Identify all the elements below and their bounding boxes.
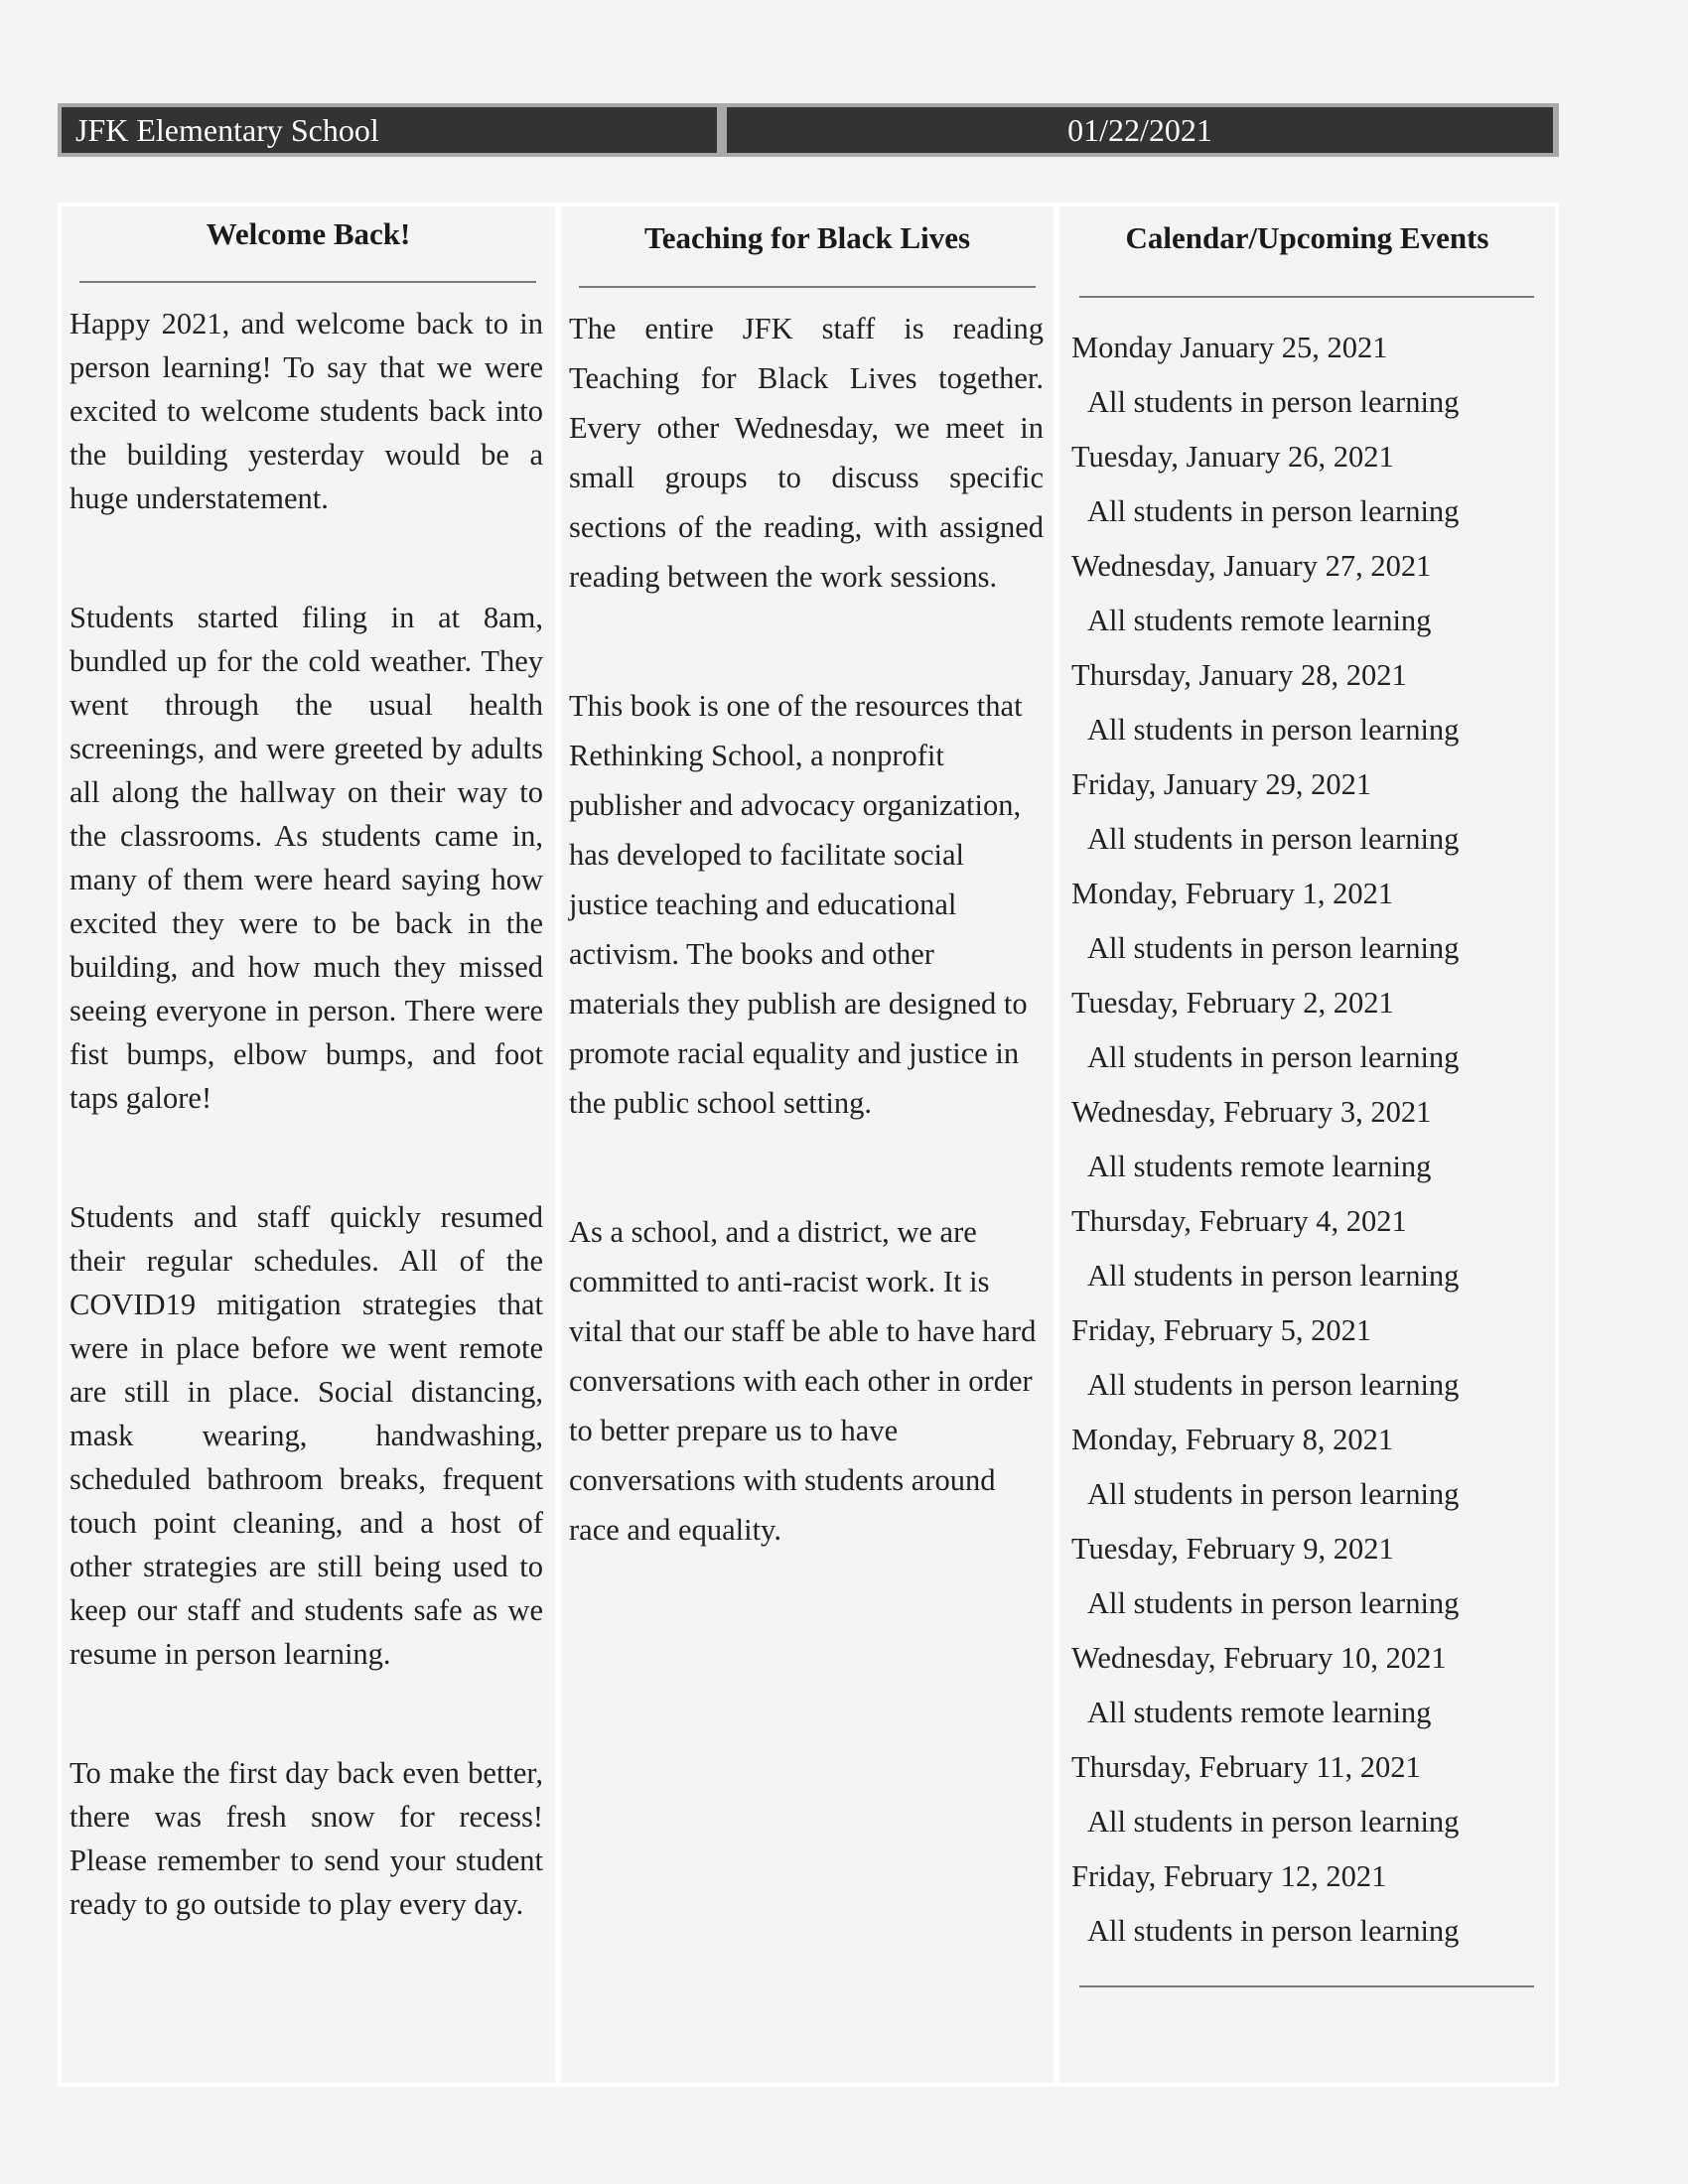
event-date: Thursday, February 4, 2021: [1071, 1204, 1407, 1238]
school-name: JFK Elementary School: [62, 107, 717, 153]
teaching-divider: [579, 286, 1036, 288]
event-date: Wednesday, January 27, 2021: [1071, 549, 1432, 583]
event-description: All students in person learning: [1087, 1040, 1460, 1074]
event-item: [1071, 1303, 1538, 1413]
event-description: All students in person learning: [1087, 494, 1460, 528]
event-item: [1071, 1413, 1538, 1522]
teaching-paragraph-2: This book is one of the resources that Rethinking School, a nonprofit publisher and advocacy organization, has developed to facilitate social justice teaching and educational activism. The books and other materials they publish are designed to promote racial equality and justice in the public school setting.: [569, 689, 1028, 1120]
event-item: [1071, 976, 1538, 1085]
event-description: All students in person learning: [1087, 385, 1460, 419]
welcome-column: [58, 203, 559, 2087]
calendar-divider-top: [1079, 296, 1534, 298]
welcome-title: Welcome Back!: [206, 216, 411, 251]
event-item: [1071, 539, 1538, 648]
event-description: All students in person learning: [1087, 931, 1460, 965]
event-item: [1071, 430, 1538, 539]
event-description: All students in person learning: [1087, 713, 1460, 747]
event-description: All students in person learning: [1087, 1805, 1460, 1839]
event-description: All students remote learning: [1087, 1696, 1432, 1729]
newsletter-header: [58, 103, 1559, 157]
event-item: [1071, 1522, 1538, 1631]
event-item: [1071, 648, 1538, 757]
event-date: Friday, January 29, 2021: [1071, 767, 1372, 801]
event-item: [1071, 321, 1538, 430]
welcome-paragraph-4: To make the first day back even better, there was fresh snow for recess! Please remember to send your student ready to go outside to play every day.: [70, 1756, 543, 1921]
teaching-title: Teaching for Black Lives: [643, 220, 971, 255]
teaching-paragraph-3: As a school, and a district, we are committed to anti-racist work. It is vital that our staff be able to have hard conversations with each other in order to better prepare us to have conversations with students around race and equality.: [569, 1215, 1037, 1547]
event-item: [1071, 1085, 1538, 1194]
event-description: All students in person learning: [1087, 822, 1460, 856]
teaching-column: [557, 203, 1057, 2087]
newsletter-date: 01/22/2021: [727, 107, 1553, 153]
event-date: Friday, February 5, 2021: [1071, 1313, 1372, 1347]
event-description: All students in person learning: [1087, 1914, 1460, 1948]
events-list: [1071, 321, 1538, 1959]
event-item: [1071, 867, 1538, 976]
welcome-paragraph-2: Students started filing in at 8am, bundled up for the cold weather. They went through the usual health screenings, and were greeted by adults all along the hallway on their way to the classrooms. As students came in, many of them were heard saying how excited they were to be back in the building, and how much they missed seeing everyone in person. There were fist bumps, elbow bumps, and foot taps galore!: [70, 601, 543, 1115]
event-date: Wednesday, February 10, 2021: [1071, 1641, 1447, 1675]
event-description: All students remote learning: [1087, 604, 1432, 637]
event-description: All students in person learning: [1087, 1368, 1460, 1402]
event-date: Thursday, January 28, 2021: [1071, 658, 1407, 692]
event-description: All students remote learning: [1087, 1150, 1432, 1183]
event-date: Tuesday, January 26, 2021: [1071, 440, 1394, 474]
calendar-column: [1055, 203, 1559, 2087]
welcome-article: [70, 302, 543, 1926]
event-item: [1071, 1849, 1538, 1959]
event-item: [1071, 1740, 1538, 1849]
event-date: Tuesday, February 9, 2021: [1071, 1532, 1394, 1566]
event-description: All students in person learning: [1087, 1477, 1460, 1511]
event-description: All students in person learning: [1087, 1259, 1460, 1293]
calendar-title: Calendar/Upcoming Events: [1125, 220, 1489, 255]
event-date: Tuesday, February 2, 2021: [1071, 986, 1394, 1020]
calendar-divider-bottom: [1079, 1985, 1534, 1987]
event-description: All students in person learning: [1087, 1586, 1460, 1620]
event-item: [1071, 1631, 1538, 1740]
event-date: Wednesday, February 3, 2021: [1071, 1095, 1432, 1129]
welcome-paragraph-3: Students and staff quickly resumed their regular schedules. All of the COVID19 mitigation strategies that were in place before we went remote are still in place. Social distancing, mask wearing, handwashing, scheduled bathroom breaks, frequent touch point cleaning, and a host of other strategies are still being used to keep our staff and students safe as we resume in person learning.: [70, 1200, 543, 1671]
event-item: [1071, 757, 1538, 867]
teaching-paragraph-1: The entire JFK staff is reading Teaching for Black Lives together. Every other Wednesday, we meet in small groups to discuss specific sections of the reading, with assigned reading between the work sessions.: [569, 312, 1044, 594]
event-date: Monday January 25, 2021: [1071, 331, 1388, 364]
welcome-divider: [79, 281, 536, 283]
teaching-article: [569, 304, 1044, 1555]
event-date: Monday, February 1, 2021: [1071, 877, 1394, 910]
event-item: [1071, 1194, 1538, 1303]
event-date: Friday, February 12, 2021: [1071, 1859, 1387, 1893]
event-date: Thursday, February 11, 2021: [1071, 1750, 1421, 1784]
event-date: Monday, February 8, 2021: [1071, 1423, 1394, 1456]
welcome-paragraph-1: Happy 2021, and welcome back to in person learning! To say that we were excited to welcome students back into the building yesterday would be a huge understatement.: [70, 307, 543, 515]
